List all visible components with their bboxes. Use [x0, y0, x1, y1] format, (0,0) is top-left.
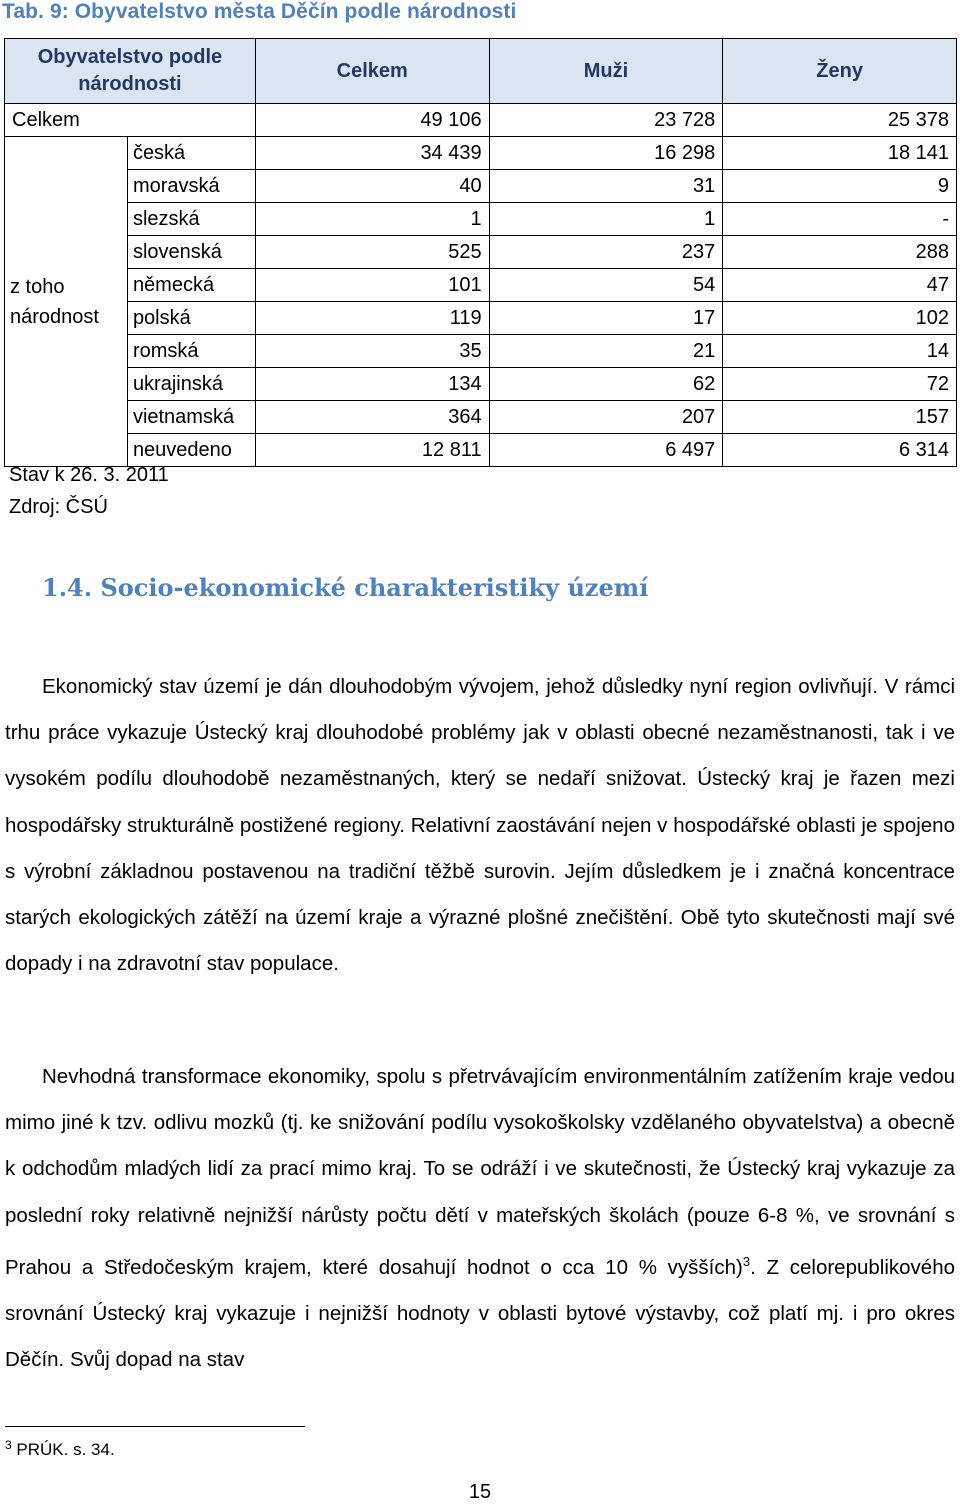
cell-muzi: 1: [489, 203, 723, 236]
cell-celkem: 12 811: [255, 434, 489, 467]
cell-muzi: 62: [489, 368, 723, 401]
cell-zeny: 25 378: [723, 104, 957, 137]
cell-muzi: 6 497: [489, 434, 723, 467]
row-label: polská: [127, 302, 255, 335]
cell-celkem: 40: [255, 170, 489, 203]
cell-zeny: 102: [723, 302, 957, 335]
row-label: moravská: [127, 170, 255, 203]
table-row: [5, 368, 957, 401]
table-header-row: [5, 39, 957, 104]
table-date-note: Stav k 26. 3. 2011: [9, 464, 169, 486]
cell-celkem: 1: [255, 203, 489, 236]
cell-muzi: 207: [489, 401, 723, 434]
row-label: ukrajinská: [127, 368, 255, 401]
table-row: [5, 269, 957, 302]
cell-zeny: 18 141: [723, 137, 957, 170]
cell-celkem: 34 439: [255, 137, 489, 170]
cell-muzi: 23 728: [489, 104, 723, 137]
table-row: [5, 434, 957, 467]
cell-zeny: -: [723, 203, 957, 236]
table-row: [5, 170, 957, 203]
paragraph-2: [5, 1054, 955, 1383]
table-caption: Tab. 9: Obyvatelstvo města Děčín podle národnosti: [2, 0, 517, 23]
paragraph-1: [5, 664, 955, 987]
cell-celkem: 134: [255, 368, 489, 401]
table-source-note: Zdroj: ČSÚ: [9, 496, 108, 518]
row-label: Celkem: [5, 104, 256, 137]
paragraph-2-text-b: . Z celorepublikového srovnání Ústecký kraj vykazuje i nejnižší hodnoty v oblasti bytové výstavby, což platí mj. i pro okres Děčín. Svůj dopad na stav: [5, 1255, 955, 1372]
row-label: česká: [127, 137, 255, 170]
cell-zeny: 9: [723, 170, 957, 203]
cell-celkem: 364: [255, 401, 489, 434]
cell-celkem: 49 106: [255, 104, 489, 137]
cell-zeny: 47: [723, 269, 957, 302]
paragraph-2-text-a: Nevhodná transformace ekonomiky, spolu s přetrvávajícím environmentálním zatížením kraje vedou mimo jiné k tzv. odlivu mozků (tj. ke snižování podílu vysokoškolsky vzdělaného obyvatelstva) a obecně k odchodům mladých lidí za prací mimo kraj. To se odráží i ve skutečnosti, že Ústecký kraj vykazuje za poslední roky relativně nejnižší nárůsty počtu dětí v mateřských školách (pouze 6-8 %, ve srovnání s Prahou a Středočeským krajem, které dosahují hodnot o cca 10 % vyšších): [5, 1065, 955, 1279]
cell-celkem: 35: [255, 335, 489, 368]
table-row: [5, 335, 957, 368]
cell-zeny: 288: [723, 236, 957, 269]
table-row: [5, 203, 957, 236]
header-zeny: Ženy: [723, 39, 957, 104]
cell-celkem: 525: [255, 236, 489, 269]
header-celkem: Celkem: [255, 39, 489, 104]
header-nationality: Obyvatelstvo podle národnosti: [5, 39, 256, 104]
table-row: [5, 236, 957, 269]
footnote-reference[interactable]: 3: [742, 1253, 751, 1269]
row-label: romská: [127, 335, 255, 368]
cell-celkem: 119: [255, 302, 489, 335]
footnote-text: PRÚK. s. 34.: [11, 1440, 115, 1459]
footnote: [5, 1438, 115, 1460]
footnote-separator: [5, 1426, 305, 1427]
table-row: [5, 302, 957, 335]
cell-muzi: 16 298: [489, 137, 723, 170]
table-row: [5, 137, 957, 170]
cell-zeny: 157: [723, 401, 957, 434]
cell-zeny: 14: [723, 335, 957, 368]
row-label: německá: [127, 269, 255, 302]
population-table: [4, 38, 957, 467]
cell-muzi: 17: [489, 302, 723, 335]
cell-celkem: 101: [255, 269, 489, 302]
cell-muzi: 237: [489, 236, 723, 269]
row-label: vietnamská: [127, 401, 255, 434]
cell-muzi: 21: [489, 335, 723, 368]
table-row-total: [5, 104, 957, 137]
table-row: [5, 401, 957, 434]
row-label: slezská: [127, 203, 255, 236]
row-label: neuvedeno: [127, 434, 255, 467]
paragraph-1-text: Ekonomický stav území je dán dlouhodobým vývojem, jehož důsledky nyní region ovlivňují. V rámci trhu práce vykazuje Ústecký kraj dlouhodobé problémy jak v oblasti obecné nezaměstnanosti, tak i ve vysokém podílu dlouhodobě nezaměstnaných, který se nedaří snižovat. Ústecký kraj je řazen mezi hospodářsky strukturálně postižené regiony. Relativní zaostávání nejen v hospodářské oblasti je spojeno s výrobní základnou postavenou na tradiční těžbě surovin. Jejím důsledkem je i značná koncentrace starých ekologických zátěží na území kraje a výrazné plošné znečištění. Obě tyto skutečnosti mají své dopady i na zdravotní stav populace.: [5, 675, 955, 976]
header-muzi: Muži: [489, 39, 723, 104]
footnote-number: 3: [5, 1438, 12, 1452]
page-number: 15: [468, 1481, 492, 1503]
group-label: z toho národnost: [5, 137, 128, 467]
row-label: slovenská: [127, 236, 255, 269]
cell-zeny: 72: [723, 368, 957, 401]
cell-muzi: 31: [489, 170, 723, 203]
cell-zeny: 6 314: [723, 434, 957, 467]
cell-muzi: 54: [489, 269, 723, 302]
section-heading: 1.4. Socio-ekonomické charakteristiky území: [42, 573, 649, 602]
